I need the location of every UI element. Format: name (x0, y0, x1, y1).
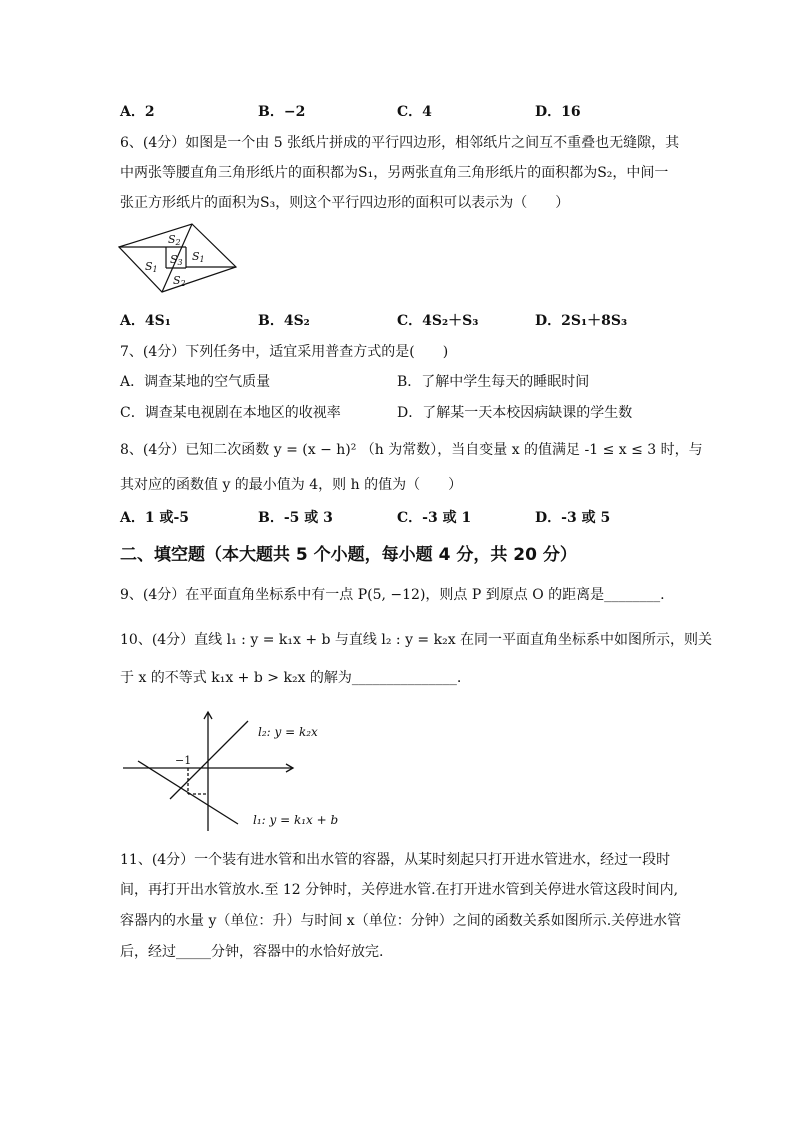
q11-stem-line-3: 容器内的水量 y（单位：升）与时间 x（单位：分钟）之间的函数关系如图所示.关停进水管 (120, 913, 682, 929)
q5-option-d[interactable]: D．16 (535, 104, 581, 120)
q10-label-l2: l₂: y = k₂x (258, 725, 318, 739)
q10-stem-line-2: 于 x 的不等式 k₁x + b > k₂x 的解为_______________. (120, 670, 462, 686)
q6-label-s1-left: S1 (145, 260, 158, 274)
section-title-fill-in: 二、填空题（本大题共 5 个小题，每小题 4 分，共 20 分） (120, 545, 577, 565)
q5-option-a[interactable]: A．2 (120, 104, 155, 120)
q11-stem-line-4: 后，经过_____分钟，容器中的水恰好放完. (120, 944, 384, 960)
q7-stem: 7、(4分）下列任务中，适宜采用普查方式的是( ) (120, 344, 449, 360)
q7-option-d[interactable]: D．了解某一天本校因病缺课的学生数 (397, 405, 633, 421)
q8-option-b[interactable]: B．-5 或 3 (258, 510, 333, 526)
q10-stem-line-1: 10、(4分）直线 l₁ : y = k₁x + b 与直线 l₂ : y = k₂x 在同一平面直角坐标系中如图所示，则关 (120, 632, 713, 648)
q6-stem-line-3: 张正方形纸片的面积为S₃，则这个平行四边形的面积可以表示为（ ） (120, 195, 570, 211)
q6-label-s3: S3 (170, 253, 183, 267)
q6-parallelogram-figure (118, 222, 240, 296)
q10-label-l1: l₁: y = k₁x + b (253, 813, 339, 827)
q11-stem-line-2: 间，再打开出水管放水.至 12 分钟时，关停进水管.在打开进水管到关停进水管这段时间内, (120, 882, 679, 898)
q6-stem-line-1: 6、(4分）如图是一个由 5 张纸片拼成的平行四边形，相邻纸片之间互不重叠也无缝隙，其 (120, 135, 680, 151)
q11-stem-line-1: 11、(4分）一个装有进水管和出水管的容器，从某时刻起只打开进水管进水，经过一段时 (120, 852, 671, 868)
q7-option-c[interactable]: C．调查某电视剧在本地区的收视率 (120, 405, 341, 421)
q7-option-b[interactable]: B．了解中学生每天的睡眠时间 (397, 374, 590, 390)
q9-stem: 9、(4分）在平面直角坐标系中有一点 P(5, −12)，则点 P 到原点 O 的距离是________. (120, 587, 665, 603)
q5-option-b[interactable]: B．−2 (258, 104, 306, 120)
q8-option-a[interactable]: A．1 或-5 (120, 510, 190, 526)
q6-option-d[interactable]: D．2S₁＋8S₃ (535, 313, 628, 329)
q6-label-s2-top: S2 (168, 233, 181, 247)
q6-option-c[interactable]: C．4S₂＋S₃ (397, 313, 479, 329)
q8-option-c[interactable]: C．-3 或 1 (397, 510, 472, 526)
q8-option-d[interactable]: D．-3 或 5 (535, 510, 611, 526)
q10-line-graph-figure (118, 706, 348, 836)
q8-stem-line-2: 其对应的函数值 y 的最小值为 4，则 h 的值为（ ） (120, 477, 463, 493)
q6-label-s1-right: S1 (192, 250, 205, 264)
q6-option-a[interactable]: A．4S₁ (120, 313, 171, 329)
q6-option-b[interactable]: B．4S₂ (258, 313, 310, 329)
q6-label-s2-bottom: S2 (173, 274, 186, 288)
q6-stem-line-2: 中两张等腰直角三角形纸片的面积都为S₁，另两张直角三角形纸片的面积都为S₂，中间一 (120, 165, 669, 181)
q8-stem-line-1: 8、(4分）已知二次函数 y = (x − h)² （h 为常数），当自变量 x 的值满足 -1 ≤ x ≤ 3 时，与 (120, 442, 703, 458)
q7-option-a[interactable]: A．调查某地的空气质量 (120, 374, 271, 390)
q5-option-c[interactable]: C．4 (397, 104, 432, 120)
q10-tick-minus-1: −1 (175, 754, 192, 767)
